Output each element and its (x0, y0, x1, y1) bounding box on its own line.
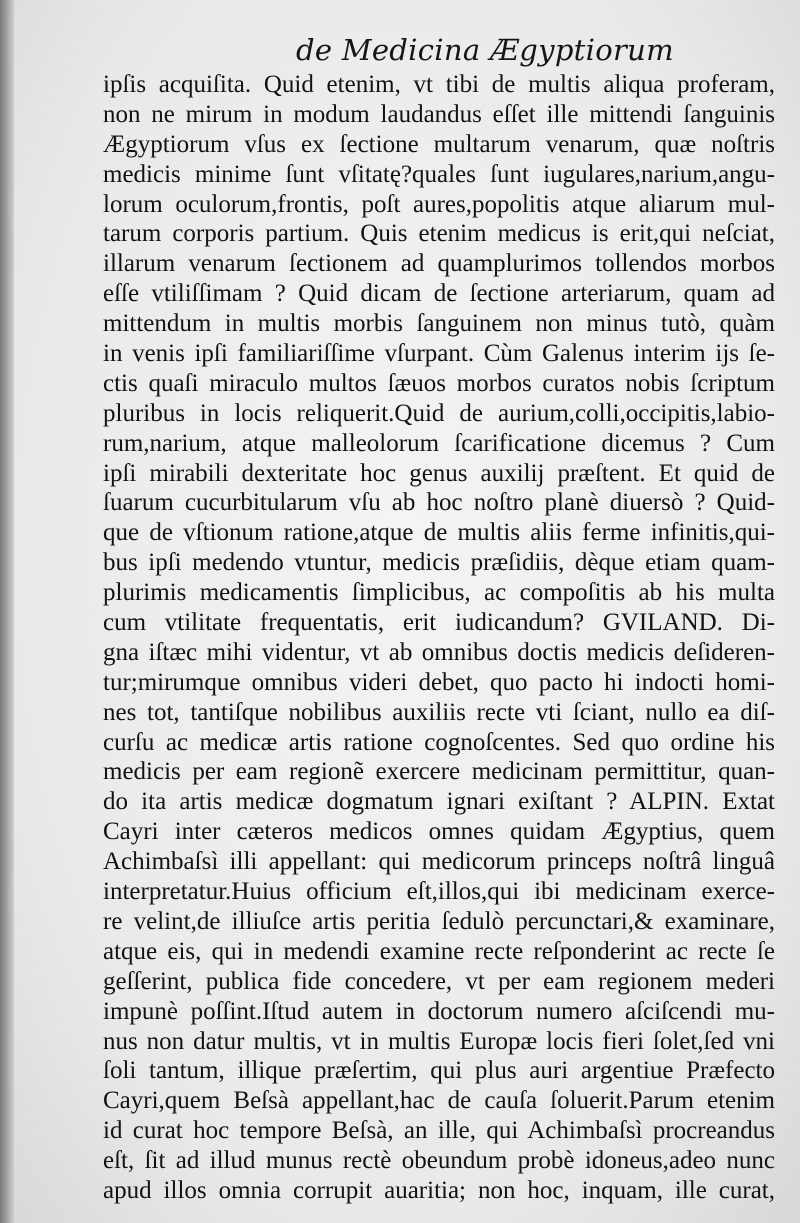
text-line: ipſi mirabili dexteritate hoc genus auxilij præſtent. Et quid de (103, 459, 775, 487)
text-line: id curat hoc tempore Beſsà, an ille, qui Achimbaſsì procreandus (103, 1117, 775, 1145)
text-line: nus non datur multis, vt in multis Europæ locis fieri ſolet,ſed vni (103, 1027, 775, 1055)
text-line: bus ipſi medendo vtuntur, medicis præſidiis, dèque etiam quam- (103, 549, 775, 577)
text-line: Achimbaſsì illi appellant: qui medicorum princeps noſtrâ linguâ (103, 848, 775, 876)
text-line: Cayri inter cæteros medicos omnes quidam Ægyptius, quem (103, 818, 775, 846)
text-line: tur;mirumque omnibus videri debet, quo pacto hi indocti homi- (103, 668, 775, 696)
body-text (103, 70, 783, 1206)
text-line: geſſerint, publica fide concedere, vt per eam regionem mederi (103, 967, 775, 995)
text-line: Ægyptiorum vſus ex ſectione multarum venarum, quæ noſtris (103, 130, 775, 158)
text-line: pluribus in locis reliquerit.Quid de aurium,colli,occipitis,labio- (103, 399, 775, 427)
text-line: plurimis medicamentis ſimplicibus, ac compoſitis ab his multa (103, 579, 775, 607)
text-line: tarum corporis partium. Quis etenim medicus is erit,qui neſciat, (103, 220, 775, 248)
text-line: impunè poſſint.Iſtud autem in doctorum numero aſciſcendi mu- (103, 997, 775, 1025)
text-line: re velint,de illiuſce artis peritia ſedulò percunctari,& examinare, (103, 907, 775, 935)
text-line: Cayri,quem Beſsà appellant,hac de cauſa ſoluerit.Parum etenim (103, 1087, 775, 1115)
text-line: medicis minime ſunt vſitatę?quales ſunt iugulares,narium,angu- (103, 160, 775, 188)
text-line: apud illos omnia corrupit auaritia; non hoc, inquam, ille curat, (103, 1176, 775, 1204)
text-line: eſſe vtiliſſimam ? Quid dicam de ſectione arteriarum, quam ad (103, 280, 775, 308)
text-line: in venis ipſi familiariſſime vſurpant. Cùm Galenus interim ijs ſe- (103, 340, 775, 368)
text-line: ſoli tantum, illique præſertim, qui plus auri argentiue Præfecto (103, 1057, 775, 1085)
text-line: rum,narium, atque malleolorum ſcarificatione dicemus ? Cum (103, 429, 775, 457)
text-line: lorum oculorum,frontis, poſt aures,popolitis atque aliarum mul- (103, 190, 775, 218)
text-line: medicis per eam regionẽ exercere medicinam permittitur, quan- (103, 758, 775, 786)
text-line: curſu ac medicæ artis ratione cognoſcentes. Sed quo ordine his (103, 728, 775, 756)
text-line: non ne mirum in modum laudandus eſſet ille mittendi ſanguinis (103, 100, 775, 128)
text-line: atque eis, qui in medendi examine recte reſponderint ac recte ſe (103, 937, 775, 965)
text-line: ipſis acquiſita. Quid etenim, vt tibi de multis aliqua proferam, (103, 71, 775, 98)
text-line: nes tot, tantiſque nobilibus auxiliis recte vti ſciant, nullo ea diſ- (103, 698, 775, 726)
text-line: mittendum in multis morbis ſanguinem non minus tutò, quàm (103, 310, 775, 338)
text-line: eſt, ſit ad illud munus rectè obeundum probè idoneus,adeo nunc (103, 1147, 775, 1175)
text-line: ctis quaſi miraculo multos ſæuos morbos curatos nobis ſcriptum (103, 369, 775, 397)
text-line: do ita artis medicæ dogmatum ignari exiſtant ? ALPIN. Extat (103, 788, 775, 816)
text-line: illarum venarum ſectionem ad quamplurimos tollendos morbos (103, 250, 775, 278)
text-line: cum vtilitate frequentatis, erit iudicandum? GVILAND. Di- (103, 609, 775, 637)
text-line: ſuarum cucurbitularum vſu ab hoc noſtro planè diuersò ? Quid- (103, 489, 775, 517)
text-line: interpretatur.Huius officium eſt,illos,qui ibi medicinam exerce- (103, 878, 775, 906)
text-line: que de vſtionum ratione,atque de multis aliis ferme infinitis,qui- (103, 519, 775, 547)
running-head: de Medicina Ægyptiorum (296, 33, 674, 67)
text-line: gna iſtæc mihi videntur, vt ab omnibus doctis medicis deſideren- (103, 638, 775, 666)
page-binding-edge (0, 0, 14, 1223)
